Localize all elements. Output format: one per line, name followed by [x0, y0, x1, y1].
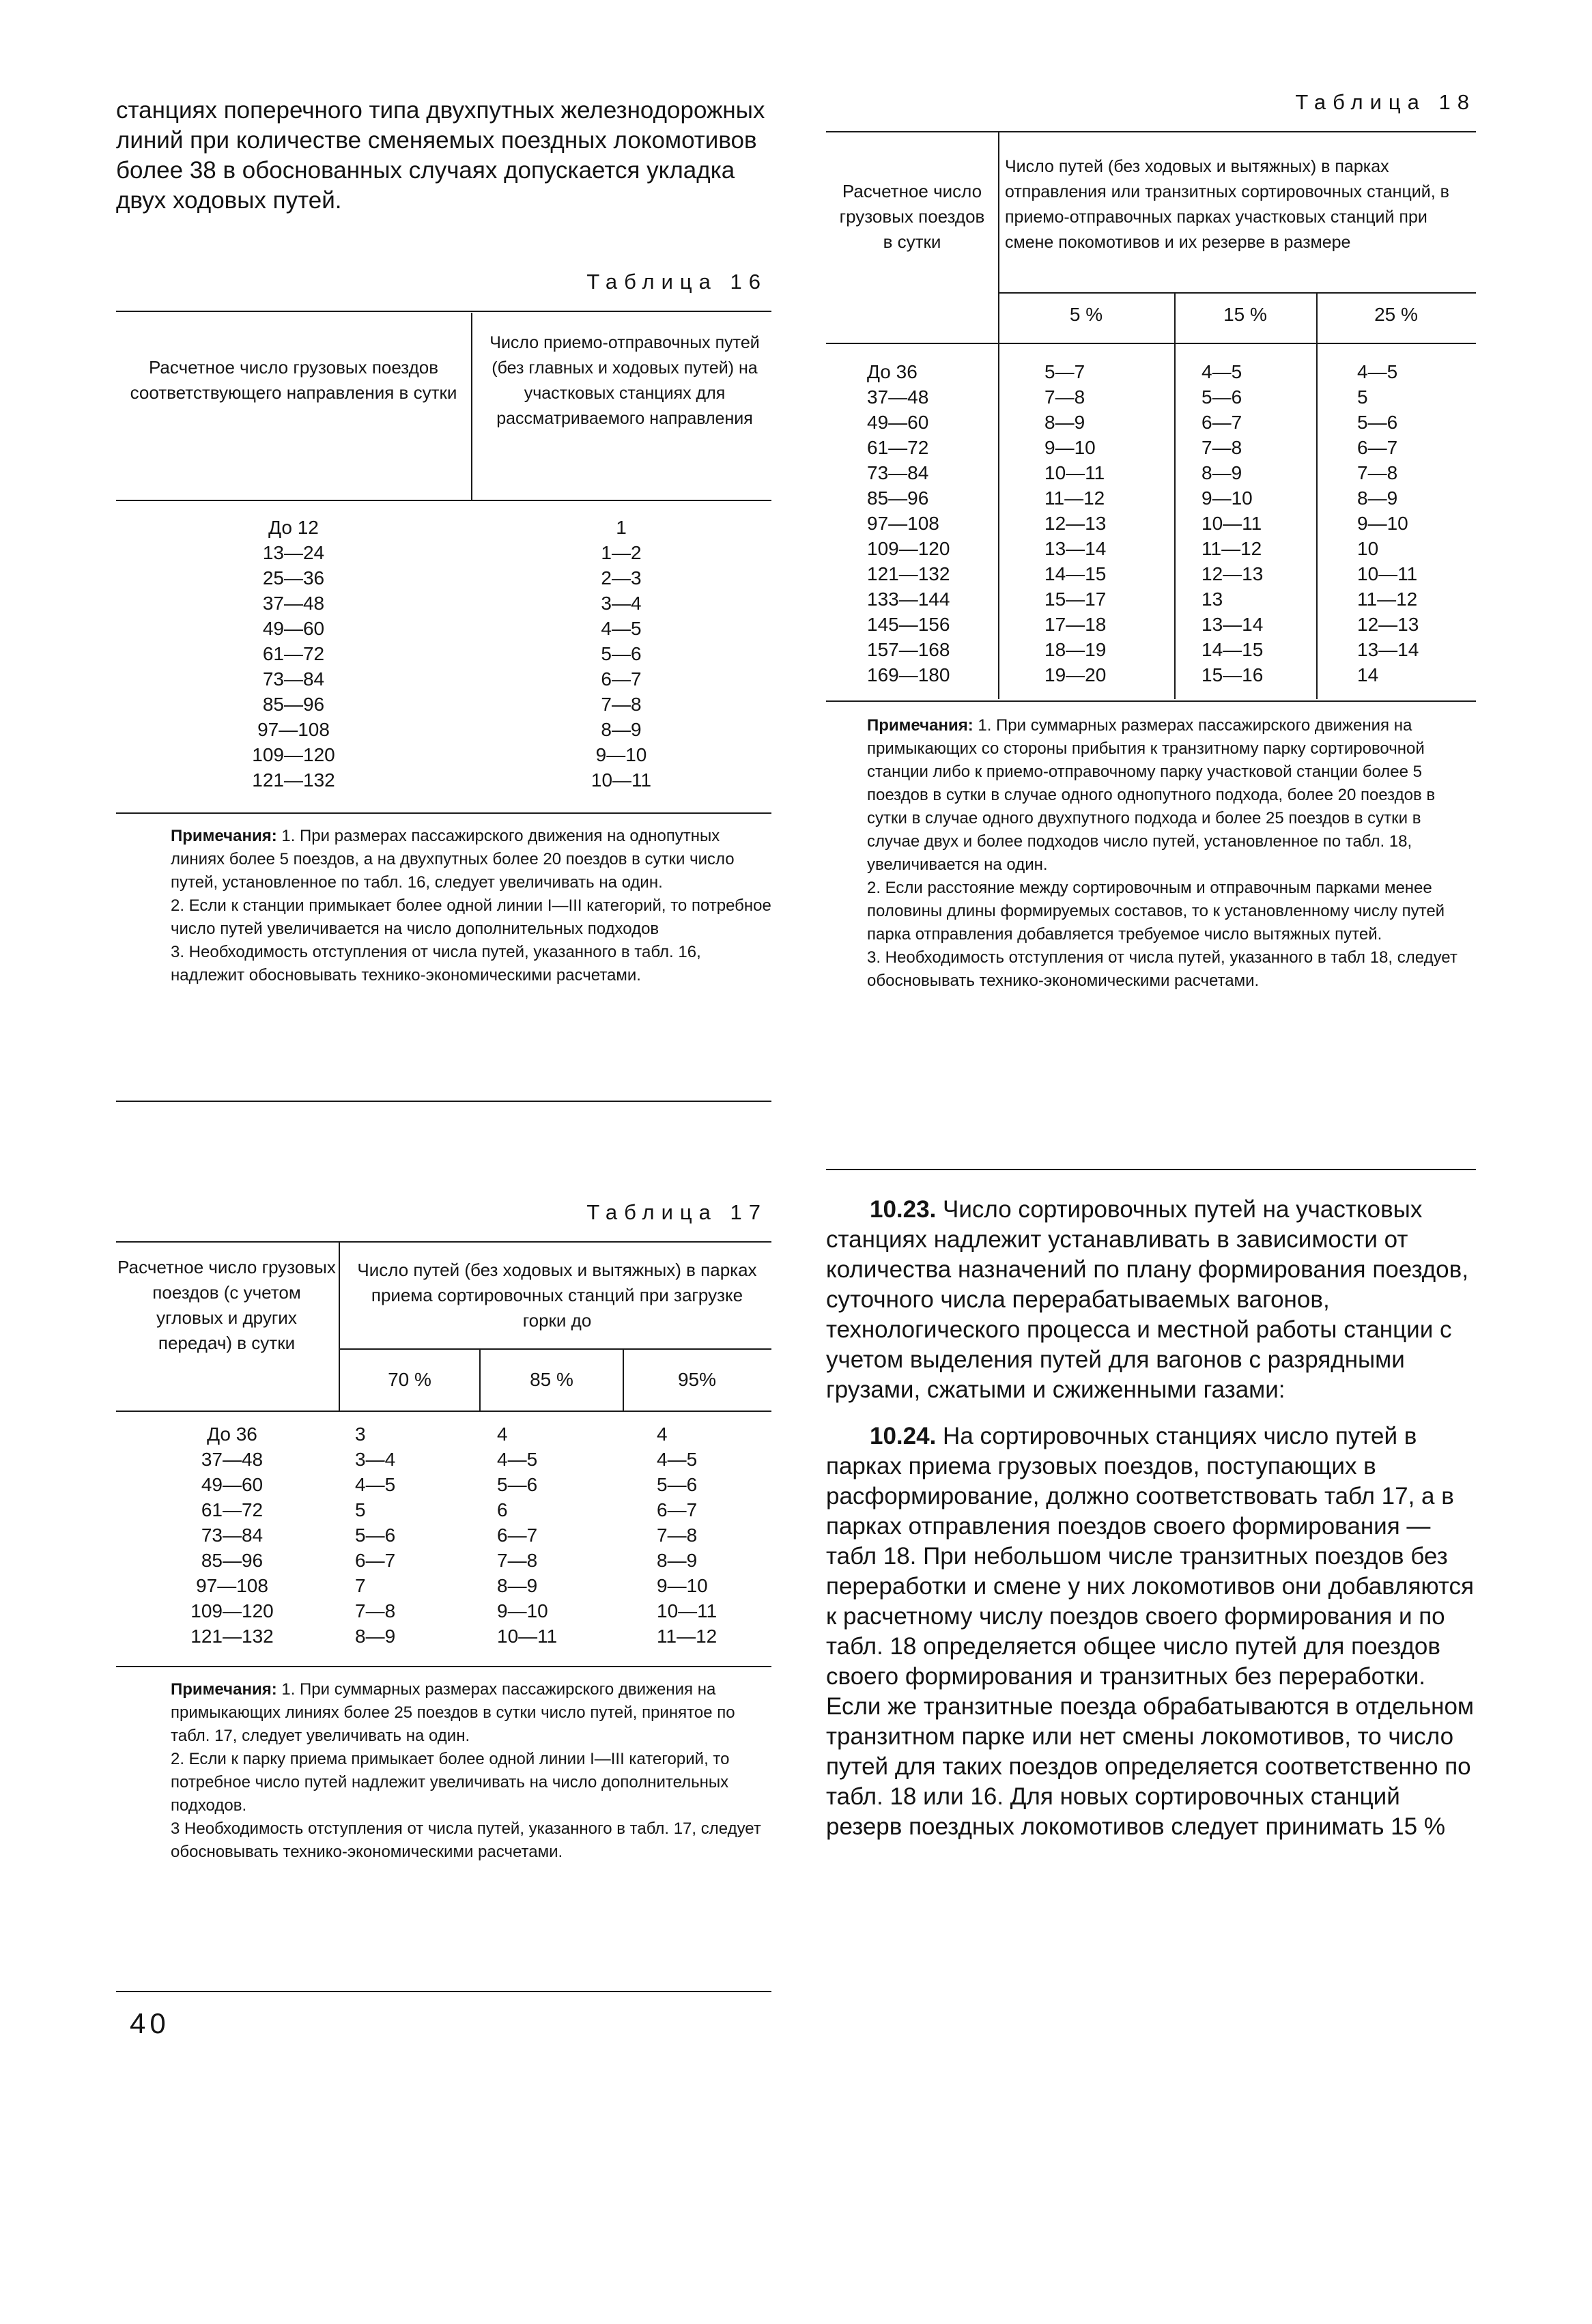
table17-sub-header-95: 95% — [677, 1369, 717, 1390]
table16-cell: 73—84 — [262, 668, 325, 690]
table17-notes-label: Примечания: — [171, 1680, 277, 1699]
table17-cell: 37—48 — [201, 1449, 264, 1470]
table18-note1: 1. При суммарных размерах пассажирского движения на примыкающих со стороны прибытия к транзитному парку сортировочной станции либо к приемо-отправочному парку участковой станции более 5 поездов в сутки в случае одного однопутного подхода, более 20 поездов в сутки в случае одного двухпутного подхода и более 25 поездов в сутки в случае двух и более подходов число путей, установленное по табл. 18, увеличивается на один. — [867, 716, 1436, 874]
table16-cell: 6—7 — [601, 668, 642, 690]
table17-cell: До 36 — [207, 1423, 257, 1445]
table17-note2: 2. Если к парку приема примыкает более одной линии I—III категорий, то потребное число путей надлежит увеличивать на число дополнительных подходов. — [171, 1750, 730, 1815]
table18-sub-divider-2 — [1316, 294, 1318, 699]
table18-note2: 2. Если расстояние между сортировочным и отправочным парками менее половины длины формируемых составов, то к установленному числу путей парка отправления добавляется требуемое число вытяжных путей. — [867, 879, 1445, 944]
table17-cell: 7—8 — [497, 1550, 538, 1571]
table17-cell: 10—11 — [657, 1600, 717, 1621]
section-10-23 — [826, 1195, 1476, 1405]
table18-bottom-rule — [826, 700, 1476, 702]
table18-notes-rule — [826, 1169, 1476, 1170]
table18-cell: 9—10 — [1357, 513, 1408, 534]
table18-cell: 85—96 — [867, 487, 929, 509]
table18-col15 — [1202, 359, 1304, 688]
table18-cell: 7—8 — [1202, 437, 1242, 458]
table17-cell: 5 — [355, 1499, 366, 1520]
table17-header-divider — [339, 1243, 340, 1411]
table18-cell: 12—13 — [1202, 563, 1264, 584]
table18-cell: До 36 — [867, 361, 918, 382]
table17-cell: 61—72 — [201, 1499, 264, 1520]
table16-cell: 85—96 — [262, 694, 325, 715]
section-10-24-number: 10.24. — [870, 1423, 937, 1449]
table18-cell: 7—8 — [1044, 386, 1085, 408]
table16-cell: 4—5 — [601, 618, 642, 639]
table17-cell: 4 — [657, 1423, 668, 1445]
section-10-23-text: Число сортировочных путей на участковых станциях надлежит устанавливать в зависимости от количества назначений по плану формирования поездов, суточного числа перерабатываемых вагонов, технологического процесса и местной работы станции с учетом выделения путей для вагонов с разрядными грузами, сжатыми и сжиженными газами: — [826, 1196, 1468, 1403]
table18-cell: 13—14 — [1044, 538, 1107, 559]
table17-note3: 3 Необходимость отступления от числа путей, указанного в табл. 17, следует обосновывать технико-экономическими расчетами. — [171, 1819, 761, 1861]
section-10-24-text: На сортировочных станциях число путей в парках приема грузовых поездов, поступающих в расформирование, должно соответствовать табл 17, а в парках отправления поездов своего формирования — табл 18. При небольшом числе транзитных поездов без переработки и смене у них локомотивов они добавляются к расчетному числу поездов своего формирования и по табл. 18 определяется общее число путей для поездов своего формирования и транзитных без переработки. Если же транзитные поезда обрабатываются в отдельном транзитном парке или нет смены локомотивов, то число путей для таких поездов определяется соответственно по табл. 18 или 16. Для новых сортировочных станций резерв поездных локомотивов следует принимать 15 % — [826, 1423, 1474, 1840]
table18-cell: 6—7 — [1357, 437, 1398, 458]
table18-cell: 5 — [1357, 386, 1368, 408]
table17-cell: 7—8 — [355, 1600, 396, 1621]
table16-cell: 37—48 — [262, 593, 325, 614]
table18-group-header: Число путей (без ходовых и вытяжных) в парках отправления или транзитных сортировочных станций, в приемо-отправочных парках участковых станций при смене покомотивов и их резерве в размере — [1005, 157, 1449, 252]
table16-cell: 49—60 — [262, 618, 325, 639]
table18-cell: 49—60 — [867, 412, 929, 433]
table18-sub-header-5: 5 % — [1069, 304, 1103, 325]
table17-note1: 1. При суммарных размерах пассажирского движения на примыкающих линиях более 25 поездов в сутки число путей, принятое по табл. 17, следует увеличивать на один. — [171, 1680, 735, 1745]
table17-cell: 9—10 — [497, 1600, 548, 1621]
table17-cell: 109—120 — [190, 1600, 274, 1621]
table18-cell: 14—15 — [1202, 639, 1264, 660]
table17-cell: 6—7 — [497, 1525, 538, 1546]
table18-notes-label: Примечания: — [867, 716, 973, 735]
table17-notes-rule — [116, 1991, 771, 1992]
table18-cell: 157—168 — [867, 639, 950, 660]
table17-cell: 121—132 — [190, 1626, 274, 1647]
section-10-23-number: 10.23. — [870, 1196, 937, 1223]
table17-header-rule — [116, 1411, 771, 1412]
table16-cell: 9—10 — [595, 744, 647, 765]
table16-cell: 97—108 — [257, 719, 330, 740]
table18-cell: 133—144 — [867, 589, 950, 610]
table18-cell: 18—19 — [1044, 639, 1107, 660]
table17-subheader-rule — [339, 1348, 771, 1350]
table18-cell: 19—20 — [1044, 664, 1107, 685]
table17-col85 — [497, 1421, 593, 1649]
table18-cell: 97—108 — [867, 513, 939, 534]
table16-header-divider — [471, 313, 472, 501]
table17-cell: 6 — [497, 1499, 508, 1520]
table17-sub-header-70: 70 % — [388, 1369, 431, 1390]
table18-cell: 7—8 — [1357, 462, 1398, 483]
table16-cell: 7—8 — [601, 694, 642, 715]
table17-cell: 4—5 — [497, 1449, 538, 1470]
table18-cell: 10—11 — [1357, 563, 1418, 584]
table18-cell: 4—5 — [1357, 361, 1398, 382]
table17-cell: 7 — [355, 1575, 366, 1596]
table16-cell: 1 — [616, 517, 627, 538]
table18-cell: 11—12 — [1202, 538, 1262, 559]
table16-cell: 2—3 — [601, 567, 642, 589]
table18-subheader-rule — [998, 292, 1476, 294]
table17-cell: 9—10 — [657, 1575, 708, 1596]
table18-sub-header-15: 15 % — [1223, 304, 1267, 325]
table17-cell: 73—84 — [201, 1525, 264, 1546]
table17-cell: 85—96 — [201, 1550, 264, 1571]
table16-header-rule — [116, 500, 771, 501]
table18-cell: 17—18 — [1044, 614, 1107, 635]
table16-cell: 8—9 — [601, 719, 642, 740]
table17-cell: 3 — [355, 1423, 366, 1445]
table18-cell: 37—48 — [867, 386, 929, 408]
table17-col70 — [355, 1421, 437, 1649]
table16-cell: 5—6 — [601, 643, 642, 664]
table18-cell: 73—84 — [867, 462, 929, 483]
table18-cell: 11—12 — [1357, 589, 1418, 610]
table17-cell: 7—8 — [657, 1525, 698, 1546]
table16-top-rule — [116, 311, 771, 312]
table18-cell: 5—6 — [1357, 412, 1398, 433]
table16-cell: 13—24 — [262, 542, 325, 563]
table18-cell: 13 — [1202, 589, 1223, 610]
table17-sub-divider-1 — [479, 1350, 481, 1411]
table17-cell: 5—6 — [497, 1474, 538, 1495]
table18-cell: 10—11 — [1044, 462, 1105, 483]
table16-cell: 10—11 — [591, 769, 652, 791]
table18-cell: 8—9 — [1044, 412, 1085, 433]
table17-cell: 5—6 — [355, 1525, 396, 1546]
table18-caption: Таблица 18 — [1295, 90, 1476, 114]
table18-col1-header: Расчетное число грузовых поездов в сутки — [839, 181, 985, 252]
table17-cell: 4 — [497, 1423, 508, 1445]
table18-header-divider — [998, 132, 999, 699]
table18-col5 — [1044, 359, 1154, 688]
table18-cell: 121—132 — [867, 563, 950, 584]
table18-col25 — [1357, 359, 1460, 688]
table17-cell: 8—9 — [657, 1550, 698, 1571]
table16-cell: 25—36 — [262, 567, 325, 589]
table16-cell: 3—4 — [601, 593, 642, 614]
table18-cell: 10 — [1357, 538, 1379, 559]
table16-col2-header: Число приемо-отправочных путей (без главных и ходовых путей) на участковых станциях для рассматриваемого направления — [489, 333, 760, 428]
table18-cell: 61—72 — [867, 437, 929, 458]
table18-header-rule — [826, 343, 1476, 344]
table17-top-rule — [116, 1241, 771, 1243]
table18-cell: 12—13 — [1044, 513, 1107, 534]
table17-notes — [171, 1678, 771, 1864]
table16-notes — [171, 825, 771, 987]
table17-cell: 8—9 — [355, 1626, 396, 1647]
table18-cell: 109—120 — [867, 538, 950, 559]
table18-cell: 169—180 — [867, 664, 950, 685]
table16-bottom-rule — [116, 812, 771, 814]
table17-col1 — [164, 1421, 300, 1649]
table17-sub-header-85: 85 % — [530, 1369, 573, 1390]
table18-cell: 13—14 — [1357, 639, 1419, 660]
table18-cell: 10—11 — [1202, 513, 1262, 534]
table16-caption: Таблица 16 — [586, 270, 767, 294]
intro-paragraph — [116, 96, 771, 216]
table18-cell: 5—7 — [1044, 361, 1085, 382]
table18-cell: 14—15 — [1044, 563, 1107, 584]
table17-cell: 49—60 — [201, 1474, 264, 1495]
table16-notes-label: Примечания: — [171, 827, 277, 845]
table16-cell: 109—120 — [252, 744, 335, 765]
table16-cell: 61—72 — [262, 643, 325, 664]
table18-note3: 3. Необходимость отступления от числа путей, указанного в табл 18, следует обосновывать технико-экономическими расчетами. — [867, 948, 1458, 990]
table18-cell: 9—10 — [1044, 437, 1096, 458]
table18-cell: 4—5 — [1202, 361, 1242, 382]
table17-cell: 4—5 — [657, 1449, 698, 1470]
table18-cell: 11—12 — [1044, 487, 1105, 509]
table18-cell: 8—9 — [1357, 487, 1398, 509]
table17-bottom-rule — [116, 1666, 771, 1667]
intro-text: станциях поперечного типа двухпутных железнодорожных линий при количестве сменяемых поездных локомотивов более 38 в обоснованных случаях допускается укладка двух ходовых путей. — [116, 97, 765, 214]
table16-col1 — [225, 515, 362, 793]
table16-notes-rule — [116, 1101, 771, 1102]
table17-cell: 6—7 — [355, 1550, 396, 1571]
table17-caption: Таблица 17 — [586, 1200, 767, 1224]
table18-cell: 13—14 — [1202, 614, 1264, 635]
table17-cell: 97—108 — [196, 1575, 268, 1596]
table18-cell: 9—10 — [1202, 487, 1253, 509]
table18-cell: 15—17 — [1044, 589, 1107, 610]
table17-group-header: Число путей (без ходовых и вытяжных) в парках приема сортировочных станций при загрузке горки до — [357, 1260, 757, 1331]
table18-cell: 12—13 — [1357, 614, 1419, 635]
table16-cell: 1—2 — [601, 542, 642, 563]
table18-cell: 145—156 — [867, 614, 950, 635]
table18-cell: 14 — [1357, 664, 1379, 685]
table17-cell: 5—6 — [657, 1474, 698, 1495]
table17-cell: 4—5 — [355, 1474, 396, 1495]
table16-note2: 2. Если к станции примыкает более одной линии I—III категорий, то потребное число путей увеличивается на число дополнительных подходов — [171, 896, 771, 938]
table18-cell: 15—16 — [1202, 664, 1264, 685]
page-number: 40 — [130, 2007, 170, 2039]
table17-cell: 3—4 — [355, 1449, 396, 1470]
table18-cell: 8—9 — [1202, 462, 1242, 483]
table17-cell: 10—11 — [497, 1626, 558, 1647]
table18-sub-header-25: 25 % — [1374, 304, 1418, 325]
table17-sub-divider-2 — [623, 1350, 624, 1411]
table18-cell: 5—6 — [1202, 386, 1242, 408]
table17-cell: 6—7 — [657, 1499, 698, 1520]
table16-note1: 1. При размерах пассажирского движения на однопутных линиях более 5 поездов, а на двухпутных более 20 поездов в сутки число путей, установленное по табл. 16, следует увеличивать на один. — [171, 827, 735, 892]
table18-sub-divider-1 — [1174, 294, 1176, 699]
table16-col2 — [553, 515, 690, 793]
table16-cell: 121—132 — [252, 769, 335, 791]
table18-top-rule — [826, 131, 1476, 132]
section-10-24 — [826, 1421, 1476, 1842]
table17-cell: 11—12 — [657, 1626, 717, 1647]
table18-notes — [867, 714, 1476, 993]
table17-cell: 8—9 — [497, 1575, 538, 1596]
table18-col1 — [840, 359, 976, 688]
table18-cell: 6—7 — [1202, 412, 1242, 433]
table17-col1-header: Расчетное число грузовых поездов (с учетом угловых и других передач) в сутки — [117, 1257, 336, 1353]
table16-note3: 3. Необходимость отступления от числа путей, указанного в табл. 16, надлежит обосновывать технико-экономическими расчетами. — [171, 943, 701, 984]
table16-cell: До 12 — [268, 517, 319, 538]
table16-col1-header: Расчетное число грузовых поездов соответствующего направления в сутки — [130, 357, 457, 403]
table17-col95 — [657, 1421, 752, 1649]
